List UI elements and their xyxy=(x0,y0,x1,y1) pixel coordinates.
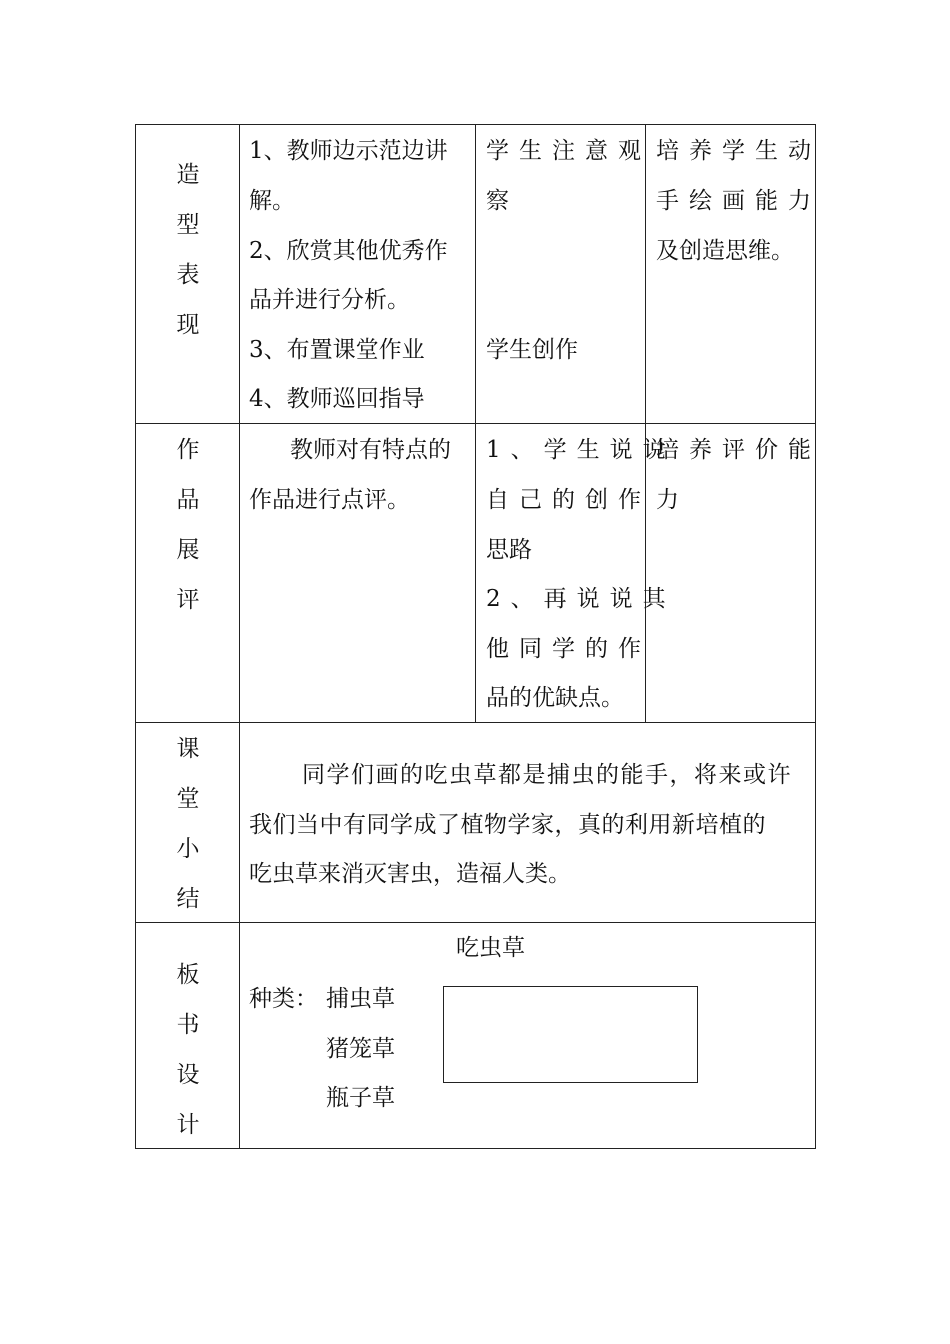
teacher-line: 解。 xyxy=(249,188,295,214)
student-line: 自己的创作 xyxy=(486,487,651,513)
label-char: 品 xyxy=(176,487,200,513)
table-bottom-border xyxy=(135,1148,816,1149)
label-char: 小 xyxy=(176,836,200,862)
row-label-shaping xyxy=(173,150,203,350)
label-column-divider xyxy=(239,124,240,1149)
teacher-line: 教师对有特点的 xyxy=(290,437,451,463)
student-line: 学生创作 xyxy=(486,337,578,363)
label-char: 计 xyxy=(176,1112,200,1138)
row-label-showcase xyxy=(173,425,203,625)
board-title: 吃虫草 xyxy=(456,935,525,961)
table-left-border xyxy=(135,124,136,1149)
summary-line: 同学们画的吃虫草都是捕虫的能手，将来或许 xyxy=(302,762,792,788)
row-label-board xyxy=(173,950,203,1150)
board-item: 瓶子草 xyxy=(326,1085,395,1111)
student-line: 1、学生说说 xyxy=(486,437,676,463)
goal-line: 手绘画能力 xyxy=(656,188,821,214)
board-category-label: 种类： xyxy=(249,986,318,1012)
row-label-summary xyxy=(173,724,203,924)
board-item: 猪笼草 xyxy=(326,1036,395,1062)
goal-line: 及创造思维。 xyxy=(656,238,794,264)
goal-line: 力 xyxy=(656,487,679,513)
label-char: 作 xyxy=(176,437,200,463)
label-char: 评 xyxy=(176,587,200,613)
teacher-line: 品并进行分析。 xyxy=(249,287,410,313)
label-char: 现 xyxy=(176,312,200,338)
board-item: 捕虫草 xyxy=(326,986,395,1012)
teacher-line: 3、布置课堂作业 xyxy=(249,337,425,363)
student-column-divider xyxy=(475,124,476,723)
teacher-line: 2、欣赏其他优秀作 xyxy=(249,238,448,264)
student-line: 2、再说说其 xyxy=(486,586,676,612)
student-line: 思路 xyxy=(486,537,532,563)
label-char: 课 xyxy=(176,736,200,762)
label-char: 设 xyxy=(176,1062,200,1088)
table-right-border xyxy=(815,124,816,1149)
teacher-line: 作品进行点评。 xyxy=(249,487,410,513)
teacher-line: 1、教师边示范边讲 xyxy=(249,138,448,164)
student-line: 察 xyxy=(486,188,509,214)
teacher-line: 4、教师巡回指导 xyxy=(249,386,425,412)
label-char: 表 xyxy=(176,262,200,288)
board-drawing-box xyxy=(443,986,698,1083)
goal-line: 培养评价能 xyxy=(656,437,821,463)
goal-line: 培养学生动 xyxy=(656,138,821,164)
label-char: 型 xyxy=(176,212,200,238)
label-char: 造 xyxy=(176,162,200,188)
label-char: 展 xyxy=(176,537,200,563)
label-char: 板 xyxy=(176,962,200,988)
label-char: 堂 xyxy=(176,786,200,812)
student-line: 他同学的作 xyxy=(486,636,651,662)
summary-line: 吃虫草来消灭害虫，造福人类。 xyxy=(249,861,571,887)
label-char: 书 xyxy=(176,1012,200,1038)
student-line: 学生注意观 xyxy=(486,138,651,164)
student-line: 品的优缺点。 xyxy=(486,685,624,711)
summary-line: 我们当中有同学成了植物学家，真的利用新培植的 xyxy=(249,812,766,838)
label-char: 结 xyxy=(176,886,200,912)
